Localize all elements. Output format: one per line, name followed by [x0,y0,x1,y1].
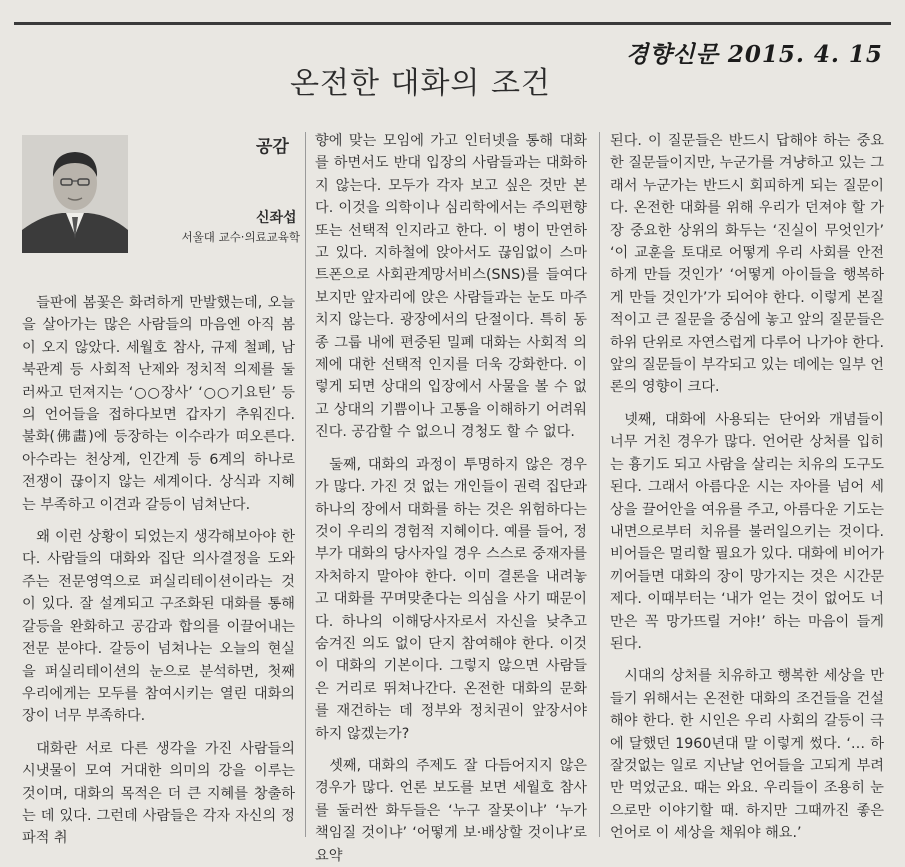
author-name: 신좌섭 [256,210,297,226]
section-label: 공감 [256,137,289,157]
paragraph: 대화란 서로 다른 생각을 가진 사람들의 시냇물이 모여 거대한 의미의 강을 이루는 것이며, 대화의 목적은 더 큰 지혜를 창출하는 데 있다. 그런데 사람들은 각자 자신의 정파적 취 [22,740,295,847]
paragraph: 넷째, 대화에 사용되는 단어와 개념들이 너무 거친 경우가 많다. 언어란 상처를 입히는 흉기도 되고 사람을 살리는 치유의 도구도 된다. 그래서 아름다운 시는 자아를 넘어 세상을 끌어안을 여유를 주고, 아름다운 기도는 내면으로부터 치유를 불러일으키는 것이다. 비어들은 멀리할 필요가 있다. 대화에 비어가 끼어들면 대화의 장이 망가지는 것은 시간문제다. 이때부터는 ‘내가 얻는 것이 없어도 너만은 꼭 망가뜨릴 거야!’ 하는 마음이 들게 된다. [610,411,884,652]
article-column-3 [610,130,884,845]
paragraph: 된다. 이 질문들은 반드시 답해야 하는 중요한 질문들이지만, 누군가를 겨냥하고 있는 그래서 누군가는 반드시 회피하게 되는 질문이다. 온전한 대화를 위해 우리가 던져야 할 가장 중요한 상위의 화두는 ‘진실이 무엇인가’ ‘이 교훈을 토대로 어떻게 우리 사회를 안전하게 만들 것인가’ ‘어떻게 아이들을 행복하게 만들 것인가’가 되어야 한다. 이렇게 본질적이고 큰 질문을 중심에 놓고 앞의 질문들은 하위 단위로 자연스럽게 다루어 나가야 한다. 앞의 질문들이 부각되고 있는 데에는 일부 언론의 영향이 크다. [610,133,884,396]
column-divider [305,132,306,837]
handwritten-date-stamp: 경향신문 2015. 4. 15 [626,41,883,68]
paragraph: 셋째, 대화의 주제도 잘 다듬어지지 않은 경우가 많다. 언론 보도를 보면 세월호 참사를 둘러싼 화두들은 ‘누구 잘못이냐’ ‘누가 책임질 것이냐’ ‘어떻게 보·배상할 것이냐’로 요약 [315,757,587,864]
top-rule [14,22,891,25]
article-column-2 [315,130,587,867]
paragraph: 향에 맞는 모임에 가고 인터넷을 통해 대화를 하면서도 반대 입장의 사람들과는 대화하지 않는다. 모두가 각자 보고 싶은 것만 본다. 이것을 의학이나 심리학에서는 주의편향 또는 선택적 인지라고 한다. 이 병이 만연하고 있다. 지하철에 앉아서도 끊임없이 스마트폰으로 사회관계망서비스(SNS)를 들여다보지만 앞자리에 앉은 사람들과는 눈도 마주치지 않는다. 광장에서의 단절이다. 특히 동종 그룹 내에 편중된 밀폐 대화는 사회적 의제에 대한 선택적 인지를 더욱 강화한다. 이렇게 되면 상대의 입장에서 사물을 볼 수 없고 상대의 기쁨이나 고통을 이해하기 어려워진다. 공감할 수 없으니 경청도 할 수 없다. [315,133,587,441]
author-portrait-icon [22,135,128,253]
column-divider [599,132,600,837]
article-title: 온전한 대화의 조건 [290,66,551,101]
author-photo [22,135,128,253]
paragraph: 왜 이런 상황이 되었는지 생각해보아야 한다. 사람들의 대화와 집단 의사결정을 도와주는 전문영역으로 퍼실리테이션이라는 것이 있다. 잘 설계되고 구조화된 대화를 통해 갈등을 완화하고 공감과 합의를 이끌어내는 전문 분야다. 갈등이 넘쳐나는 오늘의 현실을 퍼실리테이션의 눈으로 분석하면, 첫째 우리에게는 모두를 참여시키는 열린 대화의 장이 너무 부족하다. [22,529,295,725]
paragraph: 시대의 상처를 치유하고 행복한 세상을 만들기 위해서는 온전한 대화의 조건들을 건설해야 한다. 한 시인은 우리 사회의 갈등이 극에 달했던 1960년대 말 이렇게 썼다. ‘… 하잘것없는 일로 지난날 언어들을 고되게 부려만 먹었군요. 때는 와요. 우리들이 조용히 눈으로만 이야기할 때. 하지만 그때까진 좋은 언어로 이 세상을 채워야 해요.’ [610,668,884,842]
author-affiliation: 서울대 교수·의료교육학 [181,230,300,244]
article-column-1 [22,292,295,850]
paragraph: 들판에 봄꽃은 화려하게 만발했는데, 오늘을 살아가는 많은 사람들의 마음엔 아직 봄이 오지 않았다. 세월호 참사, 규제 철폐, 남북관계 등 사회적 난제와 정치적 의제를 둘러싸고 던져지는 ‘○○장사’ ‘○○기요틴’ 등의 언어들을 접하다보면 갑자기 추워진다. 불화(佛畵)에 등장하는 이수라가 떠오른다. 아수라는 천상계, 인간계 등 6계의 하나로 전쟁이 끊이지 않는 세계이다. 상식과 지혜는 부족하고 이견과 갈등이 넘쳐난다. [22,295,295,513]
paragraph: 둘째, 대화의 과정이 투명하지 않은 경우가 많다. 가진 것 없는 개인들이 권력 집단과 하나의 장에서 대화를 하는 것은 위험하다는 것이 우리의 경험적 지혜이다. 예를 들어, 정부가 대화의 당사자일 경우 스스로 중재자를 자처하지 말아야 한다. 이미 결론을 내려놓고 대화를 꾸며맞춘다는 의심을 사기 때문이다. 하나의 이해당사자로서 자신을 낮추고 숨겨진 의도 없이 단지 참여해야 한다. 이것이 대화의 기본이다. 그렇지 않으면 사람들은 거리로 뛰쳐나간다. 온전한 대화의 문화를 재건하는 데 정부와 정치권이 앞장서야 하지 않겠는가? [315,456,587,742]
